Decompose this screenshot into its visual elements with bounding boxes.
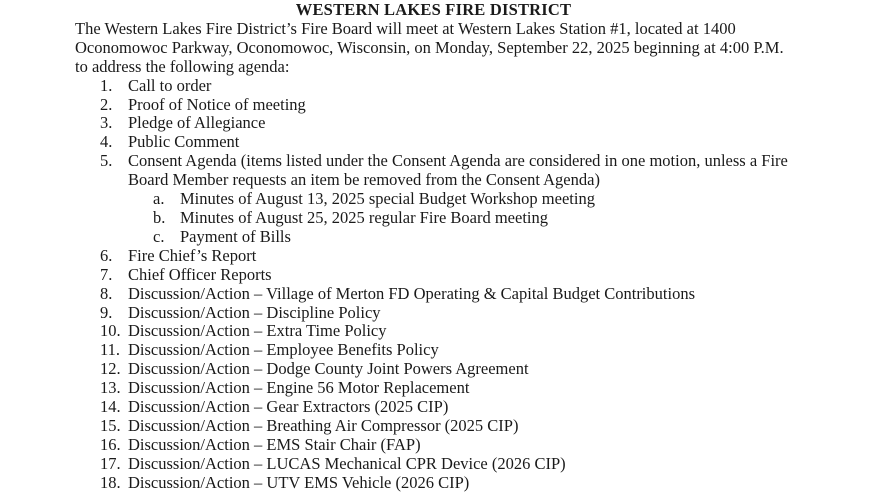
agenda-item [75,360,792,379]
item-text: Discussion/Action – Gear Extractors (2025 CIP) [128,397,449,417]
agenda-item [75,114,792,133]
agenda-item [75,341,792,360]
item-number: 4. [100,132,113,152]
item-number: 8. [100,283,113,303]
consent-sub-item [75,209,792,228]
item-text: Consent Agenda (items listed under the Consent Agenda are considered in one motion, unless a Fire Board Member requests an item be removed from the Consent Agenda) [128,151,788,190]
item-number: 1. [100,75,113,95]
item-text: Discussion/Action – EMS Stair Chair (FAP) [128,434,421,454]
agenda-item [75,398,792,417]
agenda-item [75,322,792,341]
agenda-item [75,379,792,398]
agenda-item [75,247,792,266]
item-number: 13. [100,378,121,398]
item-number: 18. [100,472,121,492]
item-number: 17. [100,453,121,473]
item-text: Discussion/Action – Engine 56 Motor Replacement [128,378,470,398]
item-text: Discussion/Action – Discipline Policy [128,302,381,322]
sub-item-text: Minutes of August 25, 2025 regular Fire Board meeting [180,207,548,227]
item-number: 3. [100,113,113,133]
document-title: WESTERN LAKES FIRE DISTRICT [295,0,572,19]
item-text: Discussion/Action – Village of Merton FD Operating & Capital Budget Contributions [128,283,695,303]
item-text: Call to order [128,75,212,95]
item-number: 5. [100,151,113,171]
item-text: Fire Chief’s Report [128,245,257,265]
item-number: 7. [100,264,113,284]
intro-paragraph: The Western Lakes Fire District’s Fire Board will meet at Western Lakes Station #1, located at 1400 Oconomowoc Parkway, Oconomowoc, Wisconsin, on Monday, September 22, 2025 beginning at 4:00 P.M. to address the following agenda: [75,18,784,76]
agenda-item [75,455,792,474]
item-text: Discussion/Action – Dodge County Joint Powers Agreement [128,359,529,379]
consent-sub-item [75,190,792,209]
item-number: 16. [100,434,121,454]
agenda-item [75,436,792,455]
item-number: 11. [100,340,121,360]
agenda-item [75,77,792,96]
item-text: Proof of Notice of meeting [128,94,306,114]
sub-item-letter: a. [153,189,165,209]
sub-item-text: Payment of Bills [180,226,291,246]
item-text: Discussion/Action – Extra Time Policy [128,321,387,341]
item-text: Discussion/Action – LUCAS Mechanical CPR Device (2026 CIP) [128,453,566,473]
consent-sub-item [75,228,792,247]
sub-item-letter: b. [153,207,166,227]
agenda-item [75,133,792,152]
item-number: 15. [100,415,121,435]
sub-item-letter: c. [153,226,165,246]
consent-sub-list [75,190,792,247]
agenda-list [75,77,792,493]
item-text: Public Comment [128,132,240,152]
item-number: 6. [100,245,113,265]
item-number: 12. [100,359,121,379]
agenda-item [75,304,792,323]
agenda-item [75,96,792,115]
item-text: Discussion/Action – UTV EMS Vehicle (2026 CIP) [128,472,470,492]
item-number: 10. [100,321,121,341]
item-text: Chief Officer Reports [128,264,272,284]
item-text: Pledge of Allegiance [128,113,266,133]
sub-item-text: Minutes of August 13, 2025 special Budget Workshop meeting [180,189,595,209]
item-number: 2. [100,94,113,114]
agenda-item [75,417,792,436]
item-text: Discussion/Action – Employee Benefits Policy [128,340,439,360]
agenda-item [75,285,792,304]
item-text: Discussion/Action – Breathing Air Compressor (2025 CIP) [128,415,519,435]
agenda-item [75,152,792,190]
item-number: 14. [100,397,121,417]
item-number: 9. [100,302,113,322]
agenda-item [75,266,792,285]
